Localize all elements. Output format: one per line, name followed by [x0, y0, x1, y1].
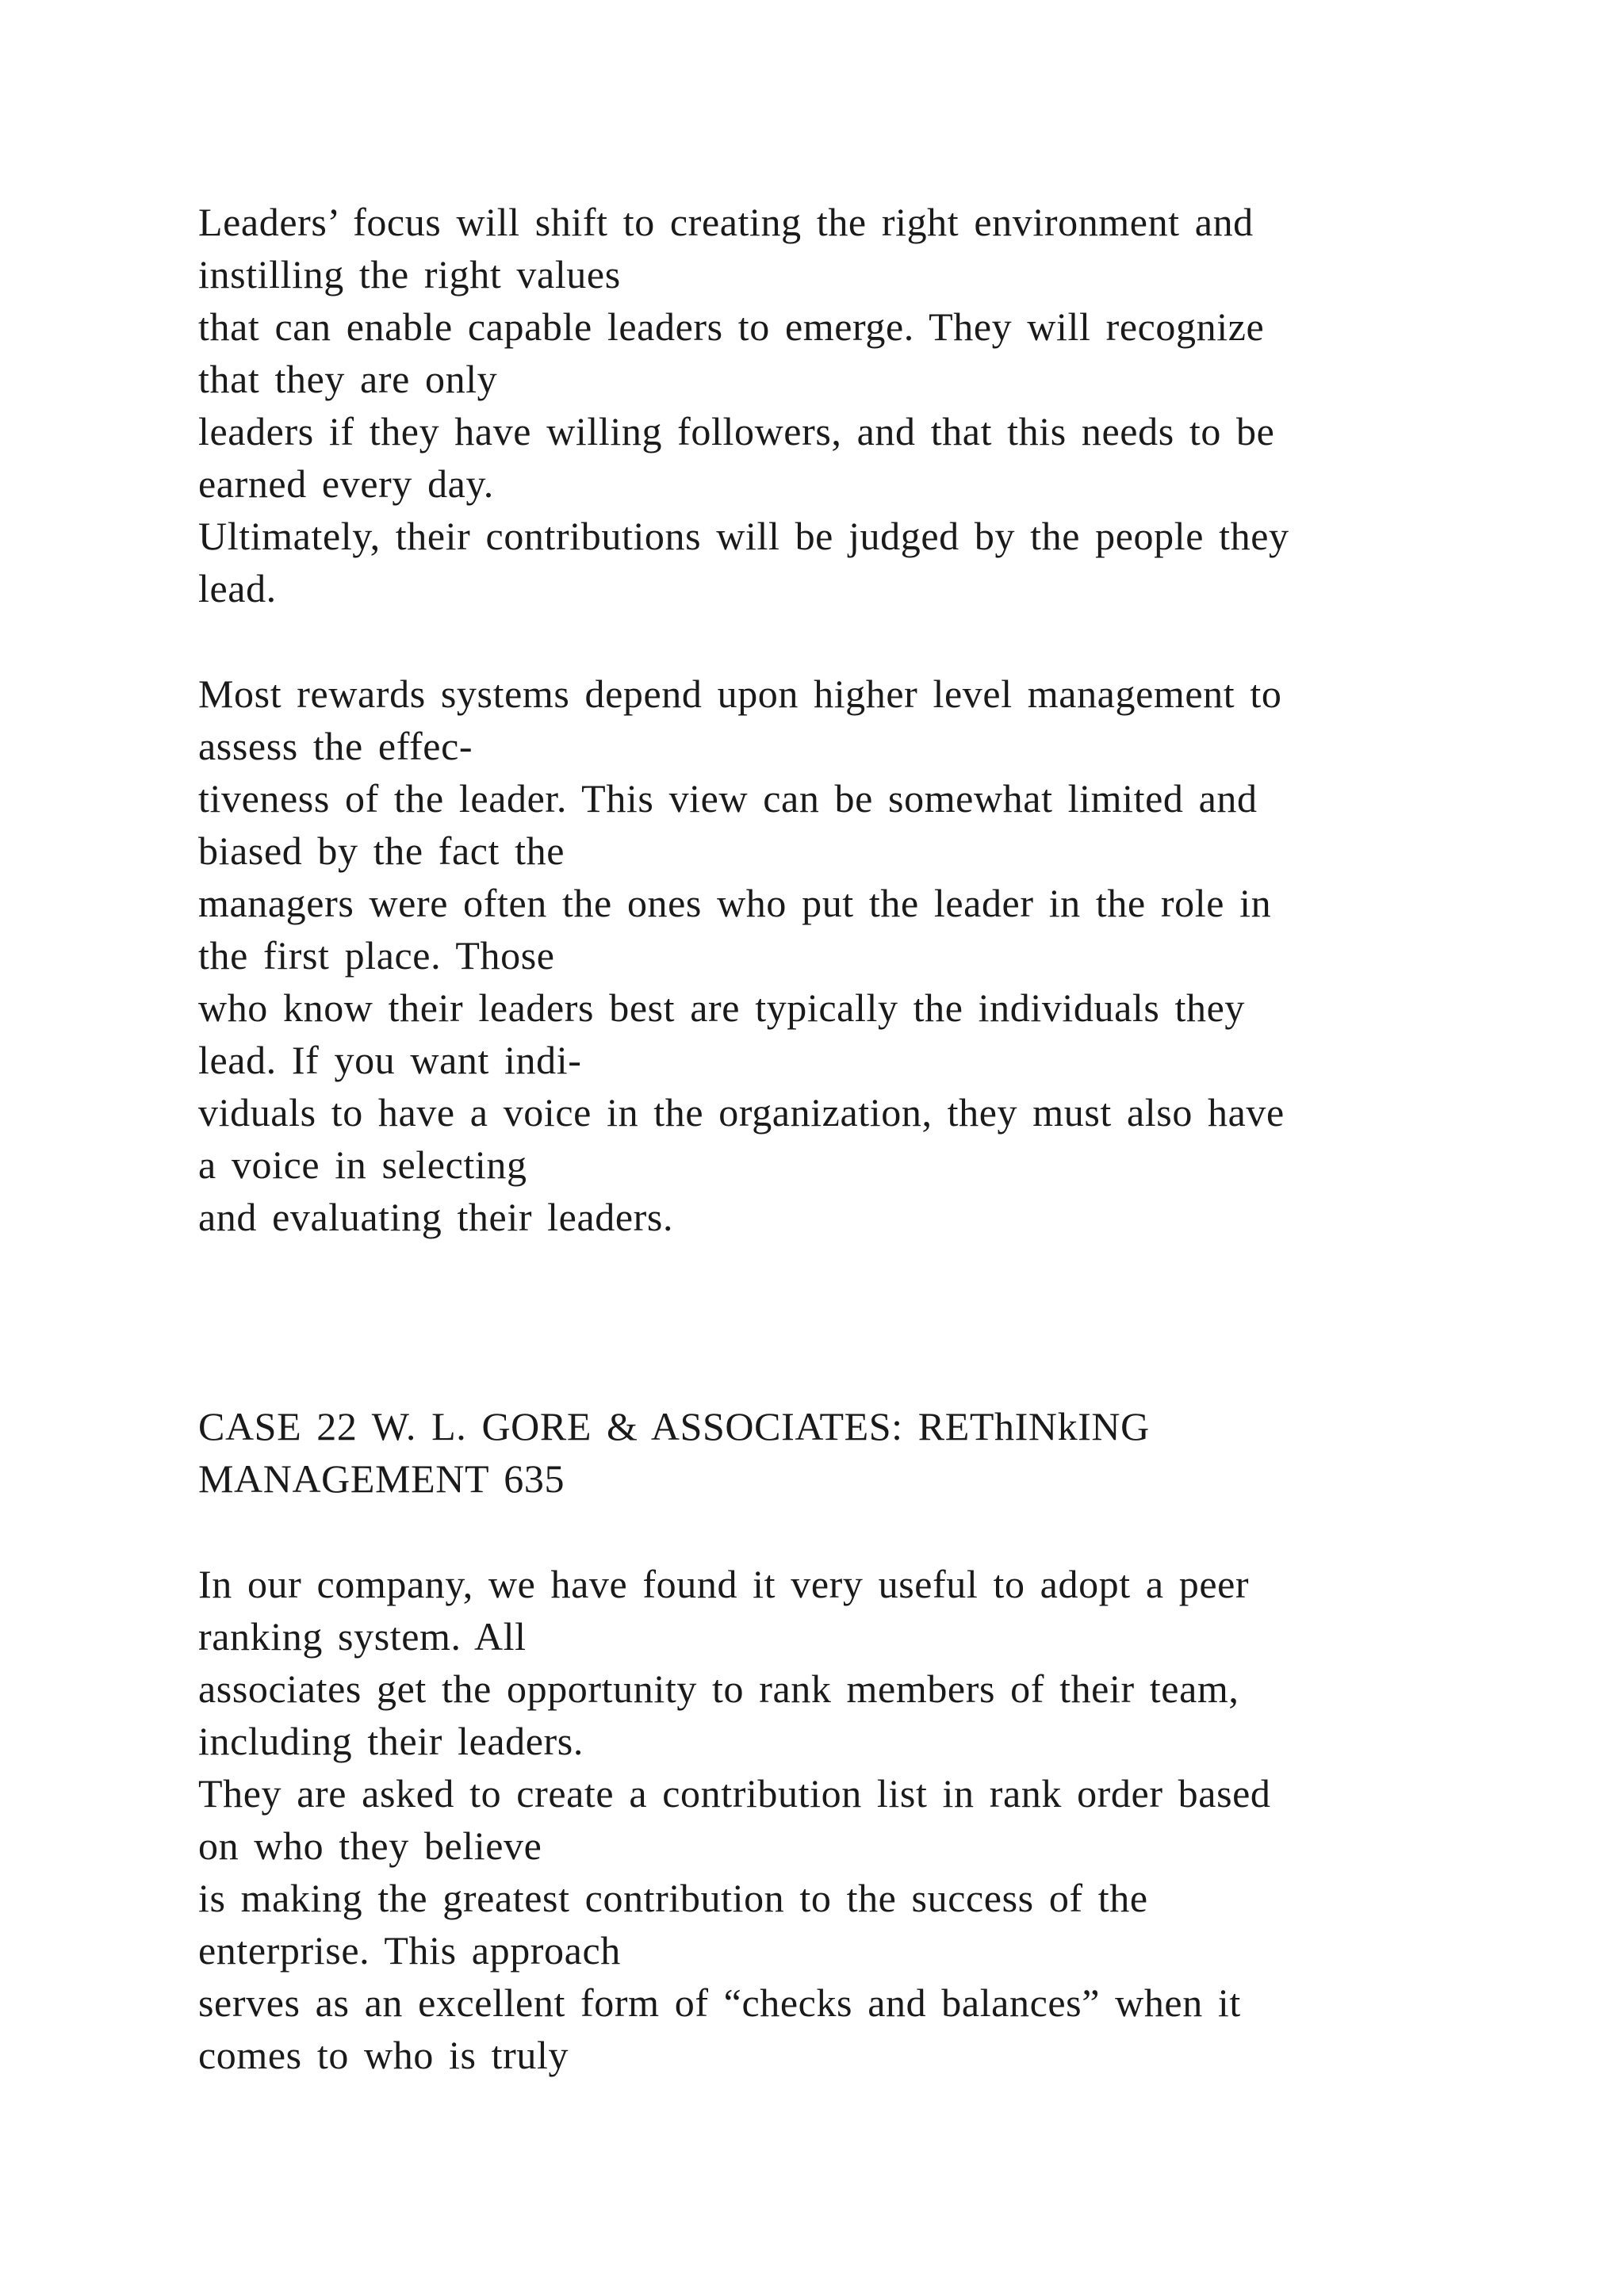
text-line: that they are only — [198, 357, 498, 401]
text-line: is making the greatest contribution to the success of the — [198, 1876, 1148, 1920]
text-line: They are asked to create a contribution list in rank order based — [198, 1771, 1271, 1816]
text-line: leaders if they have willing followers, and that this needs to be — [198, 409, 1275, 453]
text-line: viduals to have a voice in the organization, they must also have — [198, 1090, 1285, 1135]
text-line: Leaders’ focus will shift to creating the right environment and — [198, 200, 1254, 244]
paragraph-rewards-systems — [198, 668, 1499, 1243]
text-line: the first place. Those — [198, 933, 555, 978]
text-line: on who they believe — [198, 1823, 542, 1868]
text-line: a voice in selecting — [198, 1142, 527, 1187]
text-line: who know their leaders best are typically the individuals they — [198, 985, 1246, 1030]
header-line: MANAGEMENT 635 — [198, 1456, 565, 1501]
text-line: associates get the opportunity to rank members of their team, — [198, 1667, 1239, 1711]
text-line: ranking system. All — [198, 1614, 527, 1659]
text-line: Ultimately, their contributions will be judged by the people they — [198, 514, 1289, 558]
paragraph-peer-ranking — [198, 1558, 1499, 2081]
text-line: comes to who is truly — [198, 2033, 569, 2077]
text-line: Most rewards systems depend upon higher level management to — [198, 672, 1282, 716]
text-line: and evaluating their leaders. — [198, 1195, 674, 1239]
text-line: In our company, we have found it very useful to adopt a peer — [198, 1562, 1250, 1606]
text-line: that can enable capable leaders to emerge. They will recognize — [198, 304, 1265, 349]
text-line: earned every day. — [198, 461, 494, 506]
text-line: assess the effec- — [198, 724, 473, 768]
text-line: biased by the fact the — [198, 828, 565, 873]
text-line: tiveness of the leader. This view can be somewhat limited and — [198, 776, 1258, 821]
text-line: enterprise. This approach — [198, 1928, 621, 1973]
running-header — [198, 1400, 1499, 1505]
paragraph-leaders-focus — [198, 196, 1499, 614]
header-line: CASE 22 W. L. GORE & ASSOCIATES: REThINkING — [198, 1404, 1150, 1448]
text-line: serves as an excellent form of “checks and balances” when it — [198, 1980, 1241, 2025]
text-line: lead. If you want indi- — [198, 1038, 582, 1082]
text-line: lead. — [198, 566, 277, 610]
text-line: managers were often the ones who put the leader in the role in — [198, 881, 1272, 925]
text-line: instilling the right values — [198, 252, 621, 297]
text-line: including their leaders. — [198, 1719, 584, 1763]
